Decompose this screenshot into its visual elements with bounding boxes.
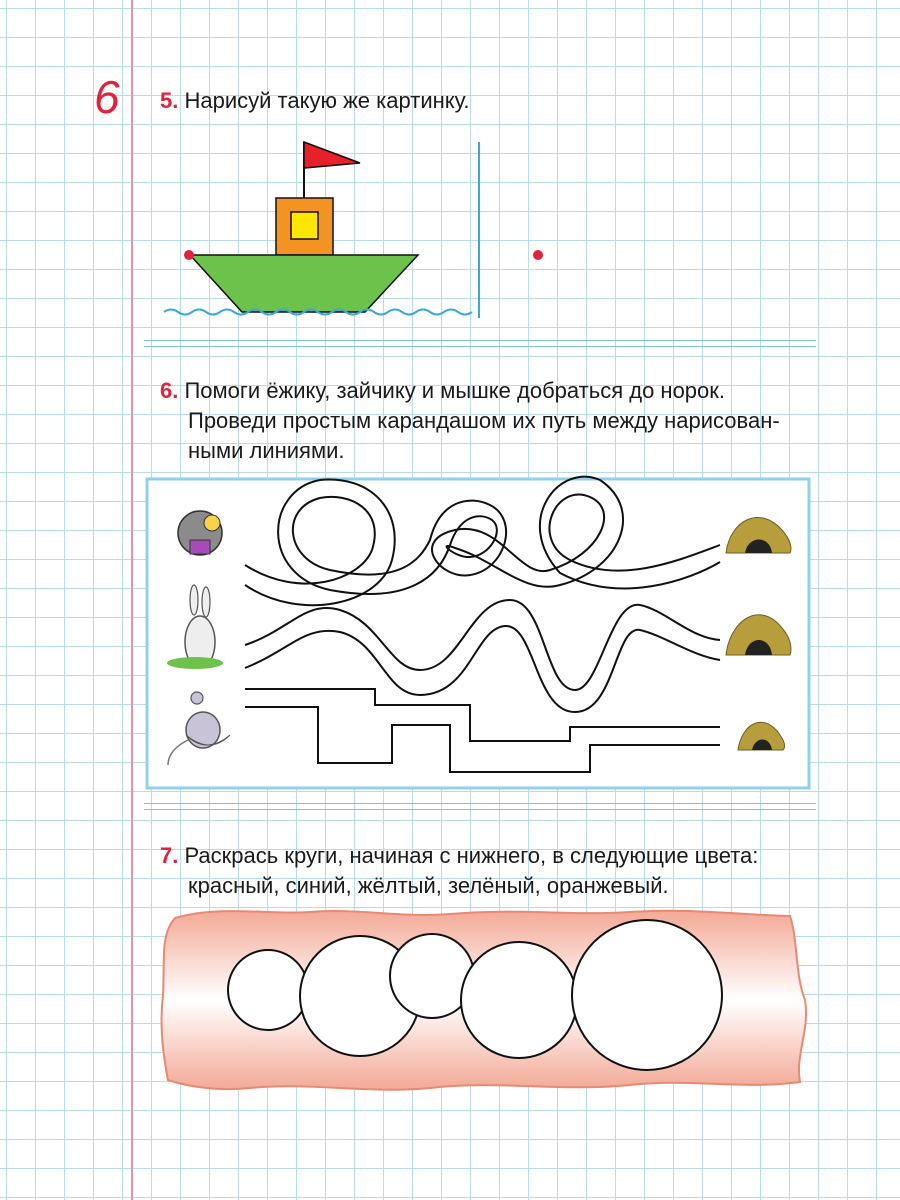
circle-5 — [572, 920, 722, 1070]
task-5-text: Нарисуй такую же картинку. — [184, 88, 470, 113]
task-7-number: 7. — [160, 843, 179, 868]
task-6-line-2: Проведи простым карандашом их путь между нарисован- — [188, 408, 780, 433]
task-7-line-2: красный, синий, жёлтый, зелёный, оранжевый. — [188, 873, 669, 898]
task-7-line-1: Раскрась круги, начиная с нижнего, в следующие цвета: — [184, 843, 759, 868]
page-number: 6 — [94, 71, 120, 123]
task-6-line-1: Помоги ёжику, зайчику и мышке добраться до норок. — [184, 378, 726, 403]
task-6-line-3: ными линиями. — [188, 438, 345, 463]
task-5-number: 5. — [160, 88, 179, 113]
task-6-number: 6. — [160, 378, 179, 403]
circle-4 — [461, 942, 577, 1058]
circle-1 — [228, 950, 308, 1030]
